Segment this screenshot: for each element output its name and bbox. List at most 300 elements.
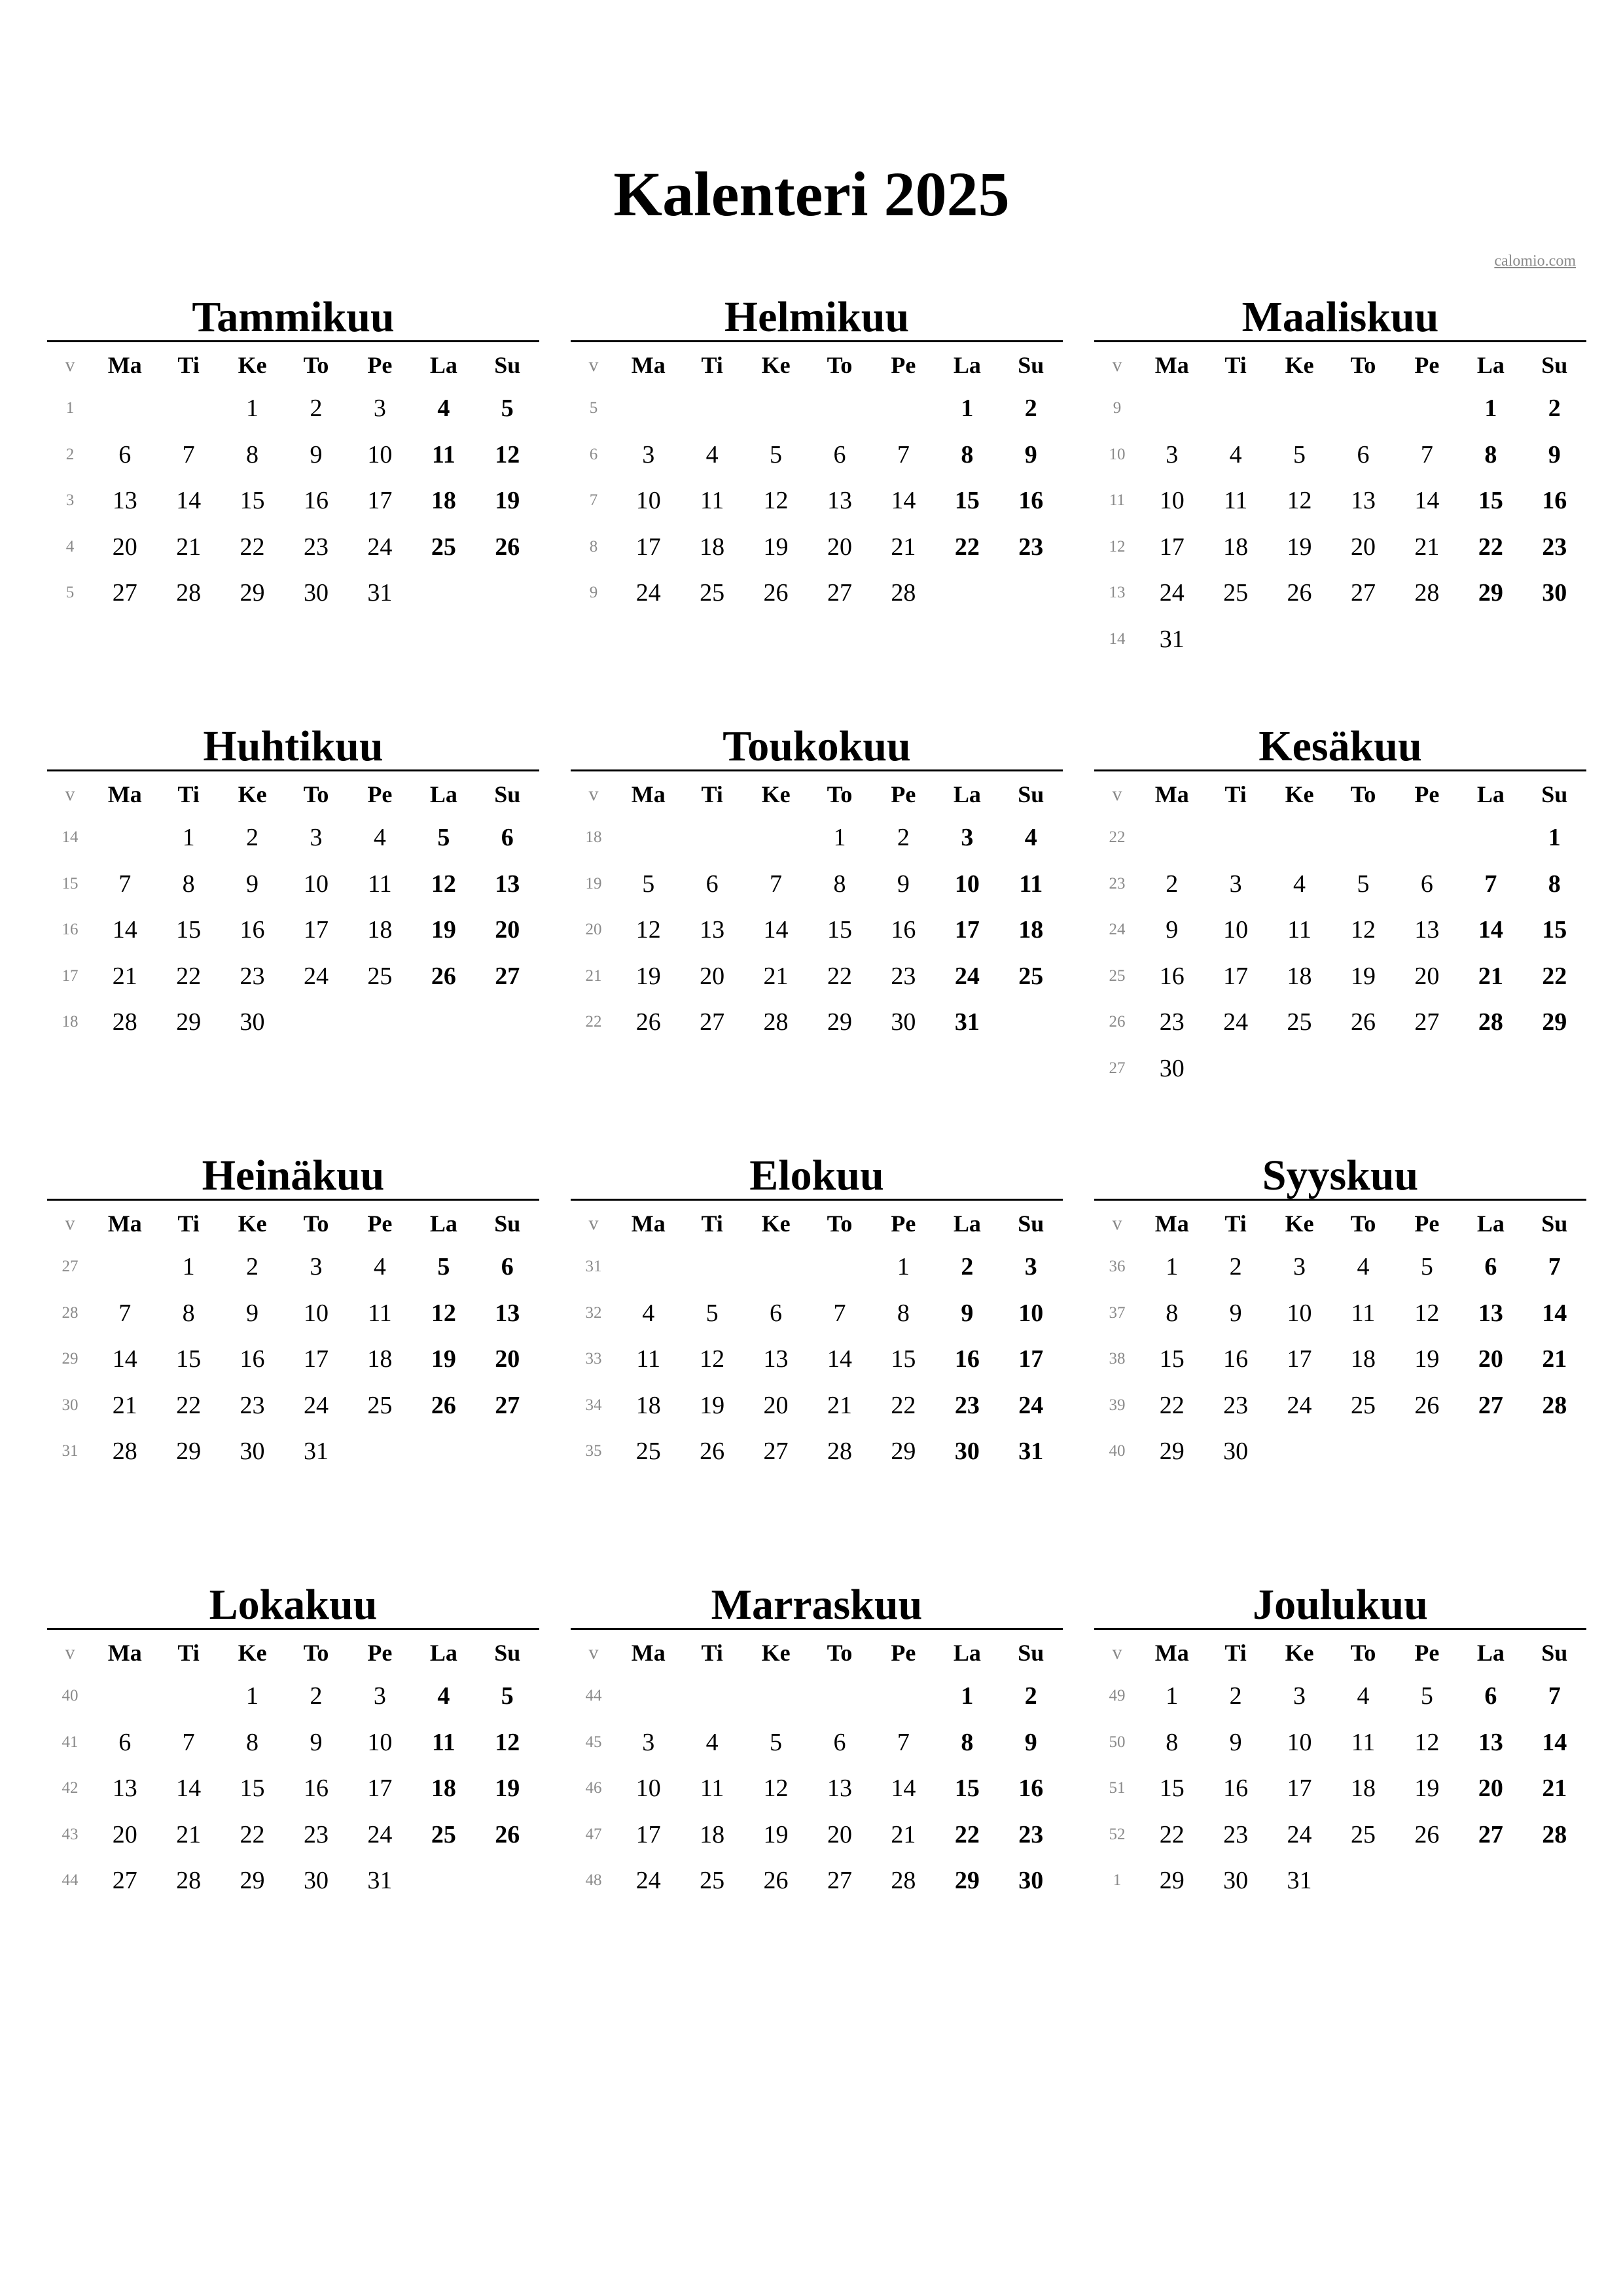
day-cell: 21 <box>176 1820 202 1848</box>
week-row <box>1094 524 1586 571</box>
day-cell <box>808 1244 871 1290</box>
day-cell: 11 <box>1287 916 1311 944</box>
day-cell: 26 <box>763 1867 789 1895</box>
day-cell: 10 <box>1223 916 1249 944</box>
month-name: Toukokuu <box>571 717 1063 771</box>
week-number: 10 <box>1109 445 1126 463</box>
day-cell <box>680 385 743 432</box>
week-number: 48 <box>585 1871 602 1890</box>
day-cell: 7 <box>833 1299 846 1327</box>
day-cell: 5 <box>705 1299 719 1327</box>
weekend-day-cell: 13 <box>495 870 520 898</box>
week-row <box>1094 1720 1586 1766</box>
day-cell <box>1331 385 1395 432</box>
day-cell: 6 <box>118 440 132 468</box>
week-number: 37 <box>1109 1303 1126 1322</box>
week-number: 21 <box>585 966 602 985</box>
day-cell: 6 <box>833 1728 846 1756</box>
weekday-header: Pe <box>367 1640 393 1666</box>
weekday-header: La <box>429 1210 457 1237</box>
week-row <box>47 953 539 1000</box>
week-row <box>47 1673 539 1720</box>
weekend-day-cell: 8 <box>961 440 974 468</box>
day-cell: 1 <box>246 395 259 423</box>
weekday-header: La <box>1476 781 1505 807</box>
day-cell: 21 <box>827 1391 852 1419</box>
week-number: 1 <box>1113 1871 1122 1890</box>
weekday-header-row <box>47 345 539 385</box>
day-cell: 9 <box>246 1299 259 1327</box>
day-cell: 13 <box>112 487 137 515</box>
week-row <box>571 1336 1063 1383</box>
weekend-day-cell: 21 <box>1542 1345 1567 1373</box>
week-number-header: v <box>588 783 599 805</box>
week-number: 13 <box>1109 584 1126 602</box>
day-cell: 12 <box>1287 487 1312 515</box>
weekday-header: Su <box>1018 1640 1044 1666</box>
day-cell: 26 <box>1287 579 1312 607</box>
day-cell: 25 <box>367 962 393 990</box>
weekend-day-cell: 15 <box>1542 916 1567 944</box>
week-number-header: v <box>65 354 75 376</box>
week-number: 24 <box>1109 921 1126 939</box>
weekend-day-cell <box>412 999 475 1046</box>
day-cell <box>93 1244 156 1290</box>
day-cell: 1 <box>1166 1682 1179 1710</box>
weekday-header: Ma <box>107 1210 142 1237</box>
month-block <box>1094 717 1586 1084</box>
day-cell: 14 <box>891 1775 916 1803</box>
week-number-header: v <box>65 783 75 805</box>
day-cell: 22 <box>176 962 202 990</box>
weekend-day-cell: 1 <box>1548 824 1561 852</box>
weekend-day-cell: 16 <box>954 1345 980 1373</box>
week-number-header: v <box>1112 1212 1122 1234</box>
weekday-header: Ti <box>1224 352 1247 378</box>
day-cell: 20 <box>112 1820 137 1848</box>
weekend-day-cell: 9 <box>1024 440 1037 468</box>
weekday-header-row <box>571 774 1063 815</box>
weekend-day-cell: 25 <box>431 1820 456 1848</box>
day-cell: 18 <box>1287 962 1312 990</box>
weekend-day-cell <box>476 1858 539 1904</box>
week-row <box>571 1673 1063 1720</box>
week-row <box>1094 907 1586 953</box>
weekday-header: Ti <box>701 781 723 807</box>
weekend-day-cell: 20 <box>1478 1775 1503 1803</box>
weekend-day-cell: 1 <box>1484 395 1497 423</box>
weekday-header: Pe <box>891 781 916 807</box>
day-cell: 3 <box>1166 440 1179 468</box>
day-cell: 10 <box>367 1728 393 1756</box>
weekday-header: Pe <box>367 1210 393 1237</box>
weekend-day-cell: 11 <box>1019 870 1043 898</box>
day-cell: 7 <box>182 1728 195 1756</box>
week-row <box>47 1428 539 1475</box>
month-table <box>1094 345 1586 662</box>
week-number: 45 <box>585 1733 602 1751</box>
day-cell: 11 <box>700 1775 724 1803</box>
day-cell <box>284 999 348 1046</box>
weekend-day-cell: 7 <box>1548 1253 1561 1281</box>
weekend-day-cell: 16 <box>1018 1775 1044 1803</box>
weekend-day-cell: 25 <box>431 533 456 561</box>
day-cell: 13 <box>112 1775 137 1803</box>
weekend-day-cell: 10 <box>1018 1299 1044 1327</box>
weekday-header: To <box>303 781 329 807</box>
day-cell: 22 <box>1159 1391 1185 1419</box>
day-cell: 15 <box>1159 1775 1185 1803</box>
month-name: Syyskuu <box>1094 1146 1586 1201</box>
day-cell: 18 <box>1350 1345 1376 1373</box>
day-cell: 28 <box>1414 579 1440 607</box>
weekday-header: Pe <box>1414 781 1440 807</box>
week-row <box>47 1765 539 1812</box>
weekend-day-cell: 20 <box>495 916 520 944</box>
week-number: 52 <box>1109 1825 1126 1843</box>
weekend-day-cell <box>412 570 475 616</box>
day-cell: 13 <box>700 916 725 944</box>
weekend-day-cell: 7 <box>1548 1682 1561 1710</box>
weekend-day-cell: 19 <box>495 1775 520 1803</box>
week-number: 15 <box>62 874 79 892</box>
weekend-day-cell: 16 <box>1018 487 1044 515</box>
day-cell: 31 <box>1287 1867 1312 1895</box>
weekend-day-cell: 11 <box>431 440 455 468</box>
day-cell: 25 <box>367 1391 393 1419</box>
day-cell <box>1140 385 1204 432</box>
weekday-header-row <box>571 1203 1063 1244</box>
week-row <box>47 1244 539 1290</box>
weekday-header: La <box>953 1210 981 1237</box>
weekend-day-cell: 23 <box>1542 533 1567 561</box>
week-number: 42 <box>62 1779 79 1797</box>
day-cell: 19 <box>763 533 789 561</box>
day-cell: 12 <box>635 916 661 944</box>
month-block <box>1094 288 1586 654</box>
day-cell: 16 <box>1159 962 1185 990</box>
day-cell: 15 <box>240 1775 265 1803</box>
day-cell: 10 <box>303 1299 329 1327</box>
month-name: Kesäkuu <box>1094 717 1586 771</box>
day-cell: 4 <box>1293 870 1306 898</box>
day-cell <box>1395 1428 1459 1475</box>
day-cell: 25 <box>1223 579 1249 607</box>
day-cell: 1 <box>182 824 195 852</box>
day-cell: 25 <box>700 1867 725 1895</box>
weekday-header: Ke <box>761 781 791 807</box>
weekend-day-cell: 3 <box>1024 1253 1037 1281</box>
day-cell: 17 <box>635 1820 661 1848</box>
week-row <box>1094 478 1586 524</box>
day-cell: 8 <box>246 440 259 468</box>
month-block <box>571 717 1063 1084</box>
weekend-day-cell: 27 <box>1478 1391 1503 1419</box>
weekend-day-cell: 3 <box>961 824 974 852</box>
day-cell <box>616 1244 680 1290</box>
weekend-day-cell: 4 <box>437 1682 450 1710</box>
day-cell: 23 <box>1159 1008 1185 1036</box>
month-name: Helmikuu <box>571 288 1063 342</box>
month-table <box>1094 1633 1586 1904</box>
day-cell: 11 <box>1223 487 1248 515</box>
weekday-header: Ke <box>761 352 791 378</box>
day-cell: 14 <box>827 1345 852 1373</box>
weekend-day-cell: 9 <box>1548 440 1561 468</box>
weekday-header: La <box>1476 352 1505 378</box>
day-cell: 21 <box>176 533 202 561</box>
day-cell: 14 <box>176 1775 202 1803</box>
day-cell <box>156 385 220 432</box>
weekday-header: Ti <box>701 1210 723 1237</box>
week-number: 14 <box>1109 629 1126 648</box>
day-cell: 29 <box>176 1008 202 1036</box>
week-row <box>1094 1336 1586 1383</box>
week-number: 35 <box>585 1442 602 1460</box>
weekday-header: Ke <box>238 781 267 807</box>
week-row <box>1094 861 1586 908</box>
day-cell <box>1331 1428 1395 1475</box>
day-cell <box>1268 1046 1331 1092</box>
week-number-header: v <box>588 1212 599 1234</box>
day-cell <box>616 1673 680 1720</box>
weekend-day-cell: 8 <box>961 1728 974 1756</box>
day-cell: 19 <box>1287 533 1312 561</box>
day-cell: 10 <box>303 870 329 898</box>
day-cell: 20 <box>1350 533 1376 561</box>
weekday-header: To <box>1350 1640 1376 1666</box>
day-cell <box>1395 1046 1459 1092</box>
weekend-day-cell: 12 <box>431 870 456 898</box>
weekday-header-row <box>1094 1203 1586 1244</box>
day-cell: 16 <box>891 916 916 944</box>
weekend-day-cell: 23 <box>1018 533 1044 561</box>
weekend-day-cell: 24 <box>954 962 980 990</box>
weekend-day-cell: 23 <box>1018 1820 1044 1848</box>
day-cell <box>744 1244 808 1290</box>
weekday-header: Ke <box>238 1210 267 1237</box>
weekend-day-cell <box>412 1858 475 1904</box>
weekend-day-cell: 26 <box>495 533 520 561</box>
weekday-header: La <box>429 781 457 807</box>
week-number: 17 <box>62 966 79 985</box>
month-table <box>571 1633 1063 1904</box>
weekday-header: Ke <box>1285 1640 1314 1666</box>
weekday-header: Pe <box>1414 1640 1440 1666</box>
day-cell: 23 <box>1223 1820 1249 1848</box>
weekend-day-cell: 14 <box>1542 1299 1567 1327</box>
weekend-day-cell <box>1459 1428 1522 1475</box>
day-cell: 7 <box>770 870 783 898</box>
day-cell: 26 <box>700 1438 725 1466</box>
weekend-day-cell: 13 <box>1478 1299 1503 1327</box>
day-cell: 6 <box>770 1299 783 1327</box>
day-cell: 31 <box>367 1867 393 1895</box>
week-number: 43 <box>62 1825 79 1843</box>
day-cell: 28 <box>763 1008 789 1036</box>
weekend-day-cell: 22 <box>954 533 980 561</box>
weekday-header: Ke <box>761 1210 791 1237</box>
week-number-header: v <box>65 1212 75 1234</box>
week-number: 47 <box>585 1825 602 1843</box>
day-cell <box>808 1673 871 1720</box>
week-row <box>1094 1244 1586 1290</box>
day-cell: 3 <box>373 1682 386 1710</box>
month-table <box>571 1203 1063 1475</box>
day-cell: 3 <box>642 440 655 468</box>
day-cell: 17 <box>367 1775 393 1803</box>
day-cell: 15 <box>176 1345 202 1373</box>
week-row <box>1094 815 1586 861</box>
week-number: 22 <box>585 1013 602 1031</box>
weekday-header: Su <box>1541 781 1568 807</box>
day-cell: 4 <box>1357 1682 1370 1710</box>
week-number: 6 <box>589 445 598 463</box>
day-cell: 4 <box>373 1253 386 1281</box>
week-row <box>47 999 539 1046</box>
weekday-header: Ti <box>177 1210 200 1237</box>
day-cell: 12 <box>700 1345 725 1373</box>
weekday-header: Pe <box>891 1640 916 1666</box>
day-cell <box>1331 1046 1395 1092</box>
day-cell: 24 <box>1287 1391 1312 1419</box>
week-row <box>47 432 539 478</box>
weekday-header: La <box>1476 1210 1505 1237</box>
day-cell <box>1395 616 1459 663</box>
week-row <box>47 478 539 524</box>
weekend-day-cell: 30 <box>1018 1867 1044 1895</box>
week-row <box>47 1383 539 1429</box>
week-row <box>47 570 539 616</box>
day-cell: 25 <box>700 579 725 607</box>
day-cell: 19 <box>1350 962 1376 990</box>
week-number-header: v <box>588 354 599 376</box>
day-cell: 25 <box>1350 1391 1376 1419</box>
day-cell: 7 <box>118 1299 132 1327</box>
weekend-day-cell: 21 <box>1542 1775 1567 1803</box>
weekend-day-cell: 28 <box>1542 1820 1567 1848</box>
weekday-header: To <box>827 1640 853 1666</box>
day-cell <box>680 1673 743 1720</box>
day-cell: 8 <box>1166 1728 1179 1756</box>
day-cell: 20 <box>763 1391 789 1419</box>
day-cell <box>1331 815 1395 861</box>
day-cell <box>1268 1428 1331 1475</box>
weekday-header: To <box>1350 781 1376 807</box>
day-cell: 24 <box>303 1391 329 1419</box>
day-cell <box>93 385 156 432</box>
weekday-header: Su <box>494 781 521 807</box>
weekday-header: Pe <box>367 781 393 807</box>
day-cell: 9 <box>246 870 259 898</box>
weekend-day-cell: 19 <box>431 916 456 944</box>
week-row <box>47 815 539 861</box>
weekend-day-cell <box>1459 815 1522 861</box>
weekend-day-cell: 24 <box>1018 1391 1044 1419</box>
week-number: 39 <box>1109 1396 1126 1414</box>
weekend-day-cell: 5 <box>501 395 514 423</box>
day-cell: 9 <box>1166 916 1179 944</box>
day-cell: 17 <box>1287 1775 1312 1803</box>
weekday-header: La <box>429 1640 457 1666</box>
week-number: 34 <box>585 1396 602 1414</box>
day-cell: 28 <box>827 1438 852 1466</box>
weekday-header: La <box>1476 1640 1505 1666</box>
weekend-day-cell: 1 <box>961 1682 974 1710</box>
week-row <box>571 1858 1063 1904</box>
day-cell: 17 <box>303 1345 329 1373</box>
weekday-header: Ti <box>177 1640 200 1666</box>
day-cell <box>1331 1858 1395 1904</box>
day-cell: 10 <box>635 487 661 515</box>
day-cell: 2 <box>1229 1253 1242 1281</box>
weekday-header: Pe <box>367 352 393 378</box>
weekday-header: Su <box>494 1640 521 1666</box>
week-number: 29 <box>62 1350 79 1368</box>
day-cell: 1 <box>833 824 846 852</box>
week-row <box>1094 1428 1586 1475</box>
day-cell: 2 <box>246 1253 259 1281</box>
day-cell: 22 <box>827 962 852 990</box>
credit-link[interactable]: calomio.com <box>1494 253 1576 270</box>
weekend-day-cell: 29 <box>1542 1008 1567 1036</box>
week-row <box>47 907 539 953</box>
day-cell: 11 <box>700 487 724 515</box>
weekend-day-cell: 22 <box>1478 533 1503 561</box>
day-cell <box>348 1428 412 1475</box>
week-number: 25 <box>1109 966 1126 985</box>
day-cell: 18 <box>1223 533 1249 561</box>
day-cell: 5 <box>1357 870 1370 898</box>
day-cell: 24 <box>1159 579 1185 607</box>
day-cell: 21 <box>112 1391 137 1419</box>
weekend-day-cell: 19 <box>431 1345 456 1373</box>
day-cell: 8 <box>1166 1299 1179 1327</box>
week-row <box>1094 385 1586 432</box>
week-number: 12 <box>1109 537 1126 556</box>
day-cell: 28 <box>891 1867 916 1895</box>
day-cell: 21 <box>112 962 137 990</box>
day-cell: 12 <box>763 487 789 515</box>
weekend-day-cell: 13 <box>1478 1728 1503 1756</box>
page-title: Kalenteri 2025 <box>613 159 1010 229</box>
day-cell: 15 <box>1159 1345 1185 1373</box>
day-cell: 18 <box>367 1345 393 1373</box>
weekend-day-cell: 6 <box>1484 1253 1497 1281</box>
day-cell: 26 <box>1350 1008 1376 1036</box>
day-cell: 15 <box>827 916 852 944</box>
month-table <box>571 774 1063 1046</box>
month-block <box>47 717 539 1084</box>
day-cell: 3 <box>1293 1682 1306 1710</box>
weekend-day-cell: 20 <box>1478 1345 1503 1373</box>
day-cell: 20 <box>700 962 725 990</box>
weekend-day-cell: 29 <box>1478 579 1503 607</box>
day-cell: 10 <box>1287 1728 1312 1756</box>
day-cell: 24 <box>1287 1820 1312 1848</box>
month-block <box>1094 1146 1586 1513</box>
week-row <box>47 1290 539 1337</box>
week-number: 8 <box>589 537 598 556</box>
weekend-day-cell: 2 <box>1024 1682 1037 1710</box>
week-number: 22 <box>1109 828 1126 847</box>
day-cell: 21 <box>763 962 789 990</box>
day-cell: 6 <box>1420 870 1433 898</box>
day-cell: 15 <box>176 916 202 944</box>
day-cell: 24 <box>635 1867 661 1895</box>
day-cell: 30 <box>240 1008 265 1036</box>
day-cell: 12 <box>1414 1299 1440 1327</box>
